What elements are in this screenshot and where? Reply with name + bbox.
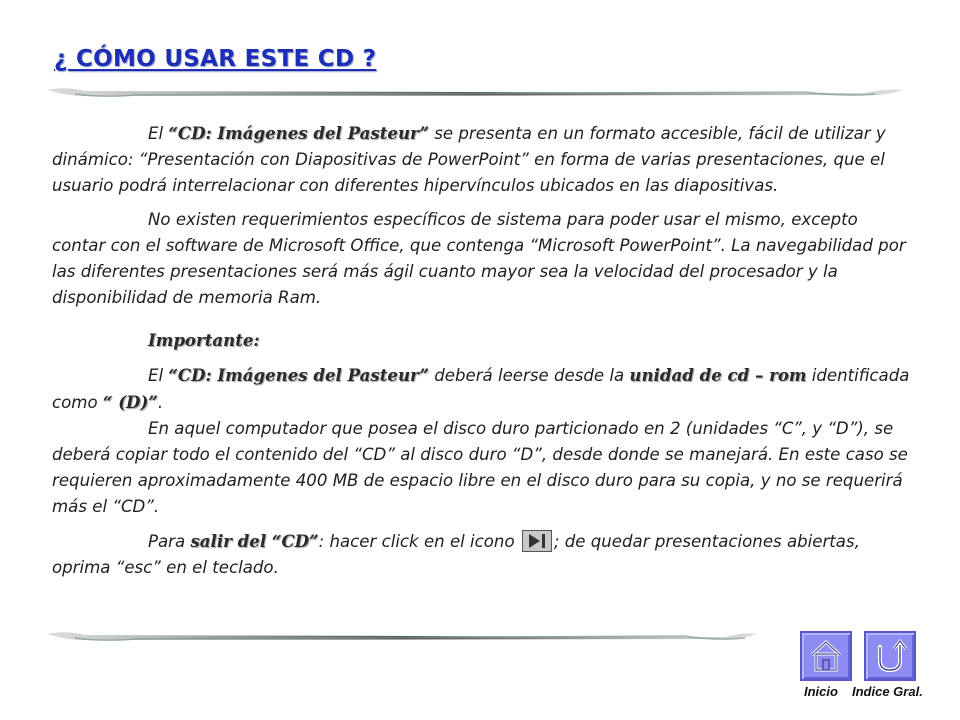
important-label: Importante: [148,330,260,350]
paragraph-intro: El “CD: Imágenes del Pasteur” se presenta en un formato accesible, fácil de utilizar y dinámico: “Presentación con Diapositivas de PowerPoint” en forma de varias presentaciones, que el usuario podrá interrelacionar con diferentes hipervínculos ubicados en las diapositivas. [52,123,886,195]
important-label-row [52,327,912,354]
exit-cd-highlight: salir del “CD” [190,531,319,551]
index-label[interactable]: Indice Gral. [852,684,923,699]
page-title: ¿ CÓMO USAR ESTE CD ? [54,46,377,72]
content-body [52,120,912,581]
divider-top [45,80,905,104]
cd-rom-unit-highlight: unidad de cd – rom [629,365,807,385]
home-label[interactable]: Inicio [804,684,838,699]
paragraph-drive: El “CD: Imágenes del Pasteur” deberá leerse desde la unidad de cd – rom identificada como “ (D)”. [52,365,910,412]
u-turn-icon [866,633,914,679]
index-button[interactable] [864,631,916,681]
paragraph-copy: En aquel computador que posea el disco duro particionado en 2 (unidades “C”, y “D”), se deberá copiar todo el contenido del “CD” al disco duro “D”, desde donde se manejará. En este caso se requieren aproximadamente 400 MB de espacio libre en el disco duro para su copia, y no se requerirá más el “CD”. [52,419,908,516]
cd-name-highlight-2: “CD: Imágenes del Pasteur” [168,365,429,385]
paragraph-exit: Para salir del “CD”: hacer click en el icono ; de quedar presentaciones abiertas, oprima “esc” en el teclado. [52,531,860,577]
cd-name-highlight: “CD: Imágenes del Pasteur” [168,123,429,143]
paragraph-requirements: No existen requerimientos específicos de sistema para poder usar el mismo, excepto contar con el software de Microsoft Office, que contenga “Microsoft PowerPoint”. La navegabilidad por las diferentes presentaciones será más ágil cuanto mayor sea la velocidad del procesador y la disponibilidad de memoria Ram. [52,210,906,307]
house-icon [802,633,850,679]
drive-letter-highlight: “ (D)” [102,392,158,412]
divider-bottom [45,624,905,648]
end-icon[interactable] [522,530,552,552]
home-button[interactable] [800,631,852,681]
